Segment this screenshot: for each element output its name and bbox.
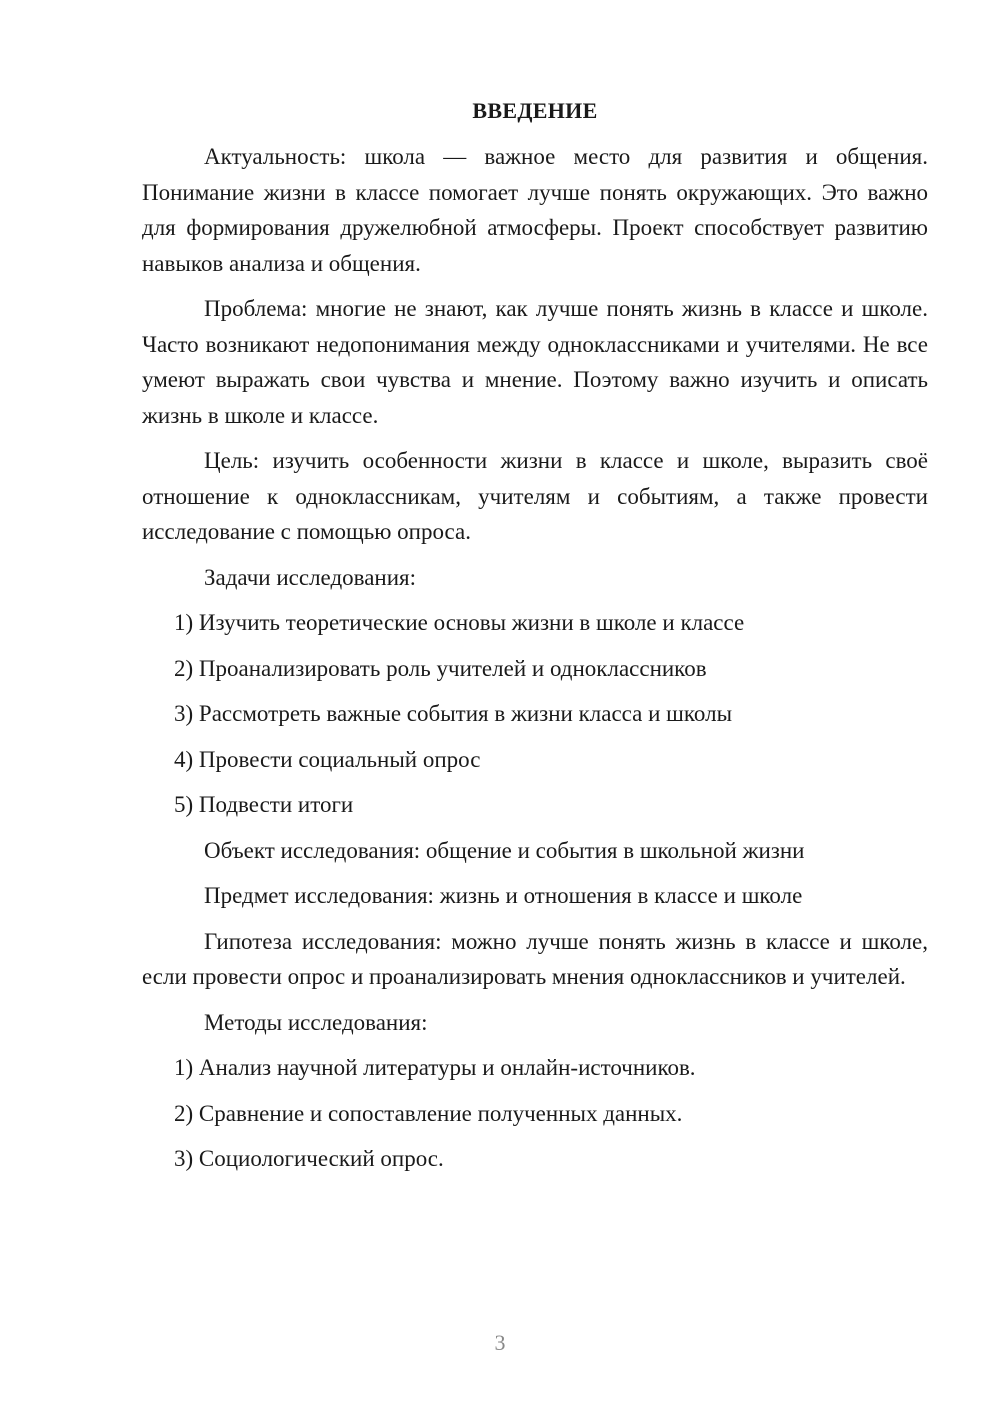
tasks-list (142, 605, 928, 823)
relevance-paragraph: Актуальность: школа — важное место для развития и общения. Понимание жизни в классе помогает лучше понять окружающих. Это важно для формирования дружелюбной атмосферы. Проект способствует развитию навыков анализа и общения. (142, 144, 928, 276)
page-number: 3 (494, 1330, 506, 1355)
page-title: ВВЕДЕНИЕ (472, 98, 598, 123)
methods-list (142, 1050, 928, 1177)
list-item: 4) Провести социальный опрос (174, 746, 481, 772)
subject-paragraph: Предмет исследования: жизнь и отношения в классе и школе (204, 883, 803, 908)
problem-paragraph: Проблема: многие не знают, как лучше понять жизнь в классе и школе. Часто возникают недопонимания между одноклассниками и учителями. Не все умеют выражать свои чувства и мнение. Поэтому важно изучить и описать жизнь в школе и классе. (142, 296, 928, 428)
tasks-heading: Задачи исследования: (204, 564, 417, 590)
list-item: 5) Подвести итоги (174, 792, 354, 817)
object-paragraph: Объект исследования: общение и события в школьной жизни (204, 837, 805, 863)
hypothesis-paragraph: Гипотеза исследования: можно лучше понять жизнь в классе и школе, если провести опрос и проанализировать мнения одноклассников и учителей. (142, 928, 928, 989)
list-item: 2) Сравнение и сопоставление полученных данных. (174, 1100, 683, 1126)
list-item: 3) Социологический опрос. (174, 1146, 444, 1171)
list-item: 1) Изучить теоретические основы жизни в школе и классе (174, 610, 745, 635)
methods-heading: Методы исследования: (204, 1009, 428, 1035)
list-item: 3) Рассмотреть важные события в жизни класса и школы (174, 701, 733, 726)
list-item: 1) Анализ научной литературы и онлайн-источников. (174, 1055, 696, 1080)
list-item: 2) Проанализировать роль учителей и одноклассников (174, 655, 707, 681)
goal-paragraph: Цель: изучить особенности жизни в классе и школе, выразить своё отношение к одноклассникам, учителям и событиям, а также провести исследование с помощью опроса. (142, 448, 928, 544)
document-body (142, 95, 928, 1187)
